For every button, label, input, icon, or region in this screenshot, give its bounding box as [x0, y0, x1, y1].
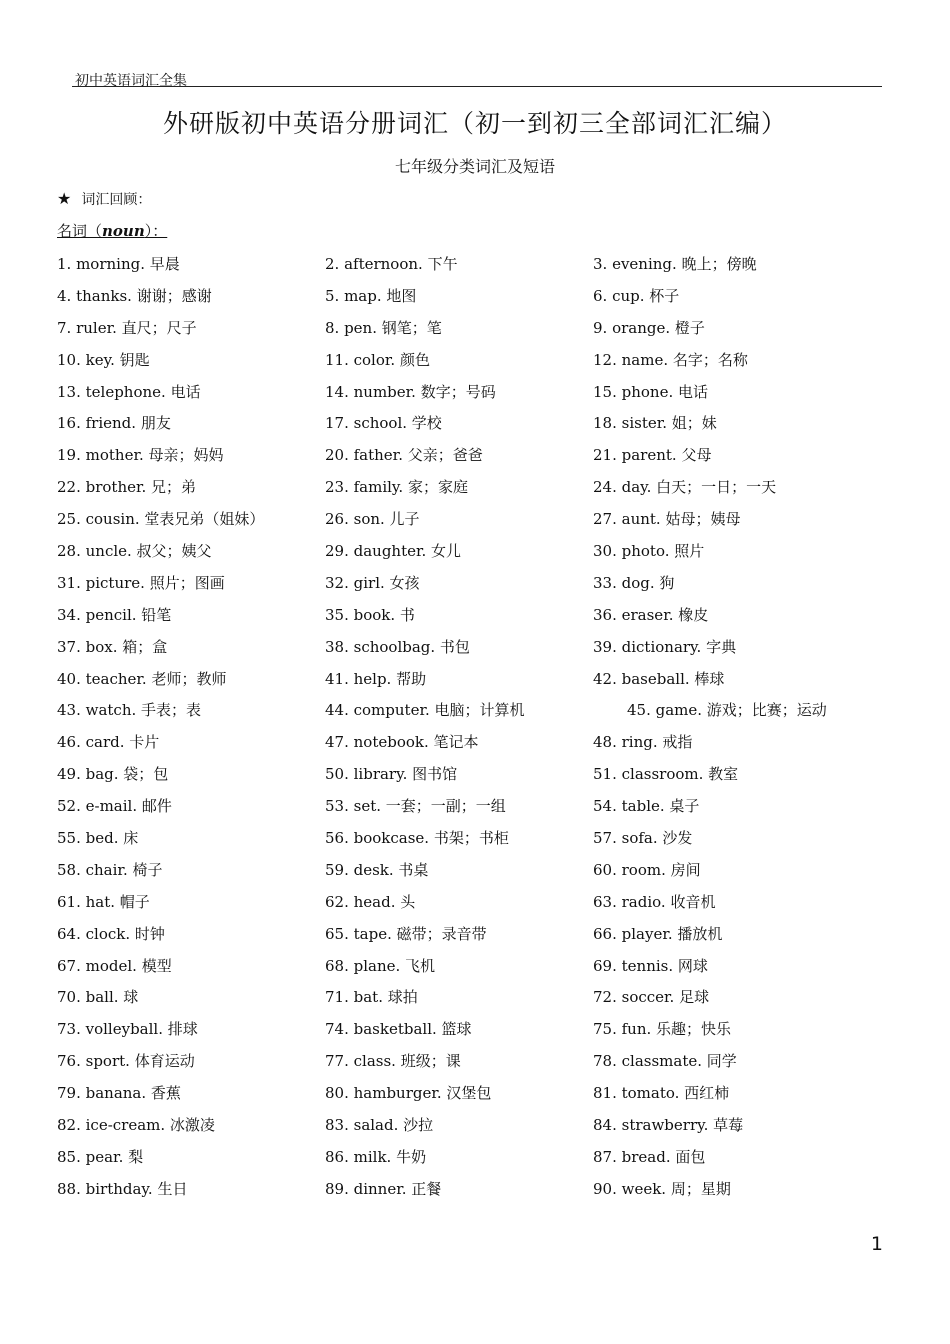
vocab-item: 58. chair. 椅子 [57, 860, 163, 879]
vocab-item: 42. baseball. 棒球 [593, 669, 725, 688]
vocab-item: 11. color. 颜色 [325, 350, 430, 369]
vocab-item: 90. week. 周；星期 [593, 1179, 731, 1198]
vocab-item: 57. sofa. 沙发 [593, 829, 693, 848]
vocab-item: 13. telephone. 电话 [57, 382, 201, 401]
vocab-item: 40. teacher. 老师；教师 [57, 669, 227, 688]
vocabulary-list [57, 250, 887, 1207]
vocab-item: 22. brother. 兄；弟 [57, 478, 197, 497]
vocab-item: 53. set. 一套；一副；一组 [325, 797, 506, 816]
vocab-item: 29. daughter. 女儿 [325, 542, 462, 561]
vocab-row [57, 601, 887, 633]
vocab-item: 19. mother. 母亲；妈妈 [57, 446, 224, 465]
vocab-item: 50. library. 图书馆 [325, 765, 458, 784]
vocab-row [57, 824, 887, 856]
vocab-item: 36. eraser. 橡皮 [593, 605, 709, 624]
vocab-item: 87. bread. 面包 [593, 1147, 706, 1166]
vocab-item: 61. hat. 帽子 [57, 892, 150, 911]
vocab-item: 25. cousin. 堂表兄弟（姐妹） [57, 510, 265, 529]
vocab-item: 64. clock. 时钟 [57, 924, 165, 943]
vocab-item: 84. strawberry. 草莓 [593, 1116, 744, 1135]
vocab-item: 45. game. 游戏；比赛；运动 [627, 701, 827, 720]
vocab-row [57, 665, 887, 697]
vocab-item: 12. name. 名字；名称 [593, 350, 748, 369]
vocab-item: 67. model. 模型 [57, 956, 172, 975]
vocab-item: 78. classmate. 同学 [593, 1052, 737, 1071]
vocab-row [57, 378, 887, 410]
vocab-item: 3. evening. 晚上；傍晚 [593, 255, 757, 273]
vocab-item: 41. help. 帮助 [325, 669, 427, 688]
vocab-item: 10. key. 钥匙 [57, 350, 150, 369]
vocab-item: 69. tennis. 网球 [593, 956, 708, 975]
vocab-row [57, 856, 887, 888]
vocab-item: 32. girl. 女孩 [325, 573, 420, 592]
pos-word: noun [102, 222, 145, 240]
vocab-item: 5. map. 地图 [325, 286, 417, 305]
vocab-item: 33. dog. 狗 [593, 573, 675, 592]
vocab-item: 26. son. 儿子 [325, 510, 420, 529]
vocab-row [57, 314, 887, 346]
vocab-item: 43. watch. 手表；表 [57, 701, 202, 720]
vocab-item: 85. pear. 梨 [57, 1147, 144, 1166]
vocab-item: 68. plane. 飞机 [325, 956, 436, 975]
vocab-item: 9. orange. 橙子 [593, 318, 705, 337]
vocab-item: 35. book. 书 [325, 605, 415, 624]
vocab-row [57, 792, 887, 824]
vocab-item: 86. milk. 牛奶 [325, 1147, 427, 1166]
vocab-item: 56. bookcase. 书架；书柜 [325, 829, 509, 848]
vocab-item: 46. card. 卡片 [57, 733, 160, 752]
vocab-item: 30. photo. 照片 [593, 542, 705, 561]
vocab-row [57, 473, 887, 505]
vocab-item: 7. ruler. 直尺；尺子 [57, 318, 197, 337]
vocab-row [57, 569, 887, 601]
vocab-item: 51. classroom. 教室 [593, 765, 739, 784]
vocab-item: 75. fun. 乐趣；快乐 [593, 1020, 732, 1039]
vocab-row [57, 505, 887, 537]
vocab-item: 28. uncle. 叔父；姨父 [57, 542, 212, 561]
vocab-row [57, 1047, 887, 1079]
vocab-row [57, 728, 887, 760]
vocab-item: 16. friend. 朋友 [57, 414, 171, 433]
running-header: 初中英语词汇全集 [75, 73, 187, 89]
vocab-row [57, 888, 887, 920]
vocab-item: 6. cup. 杯子 [593, 286, 680, 305]
vocab-item: 38. schoolbag. 书包 [325, 637, 470, 656]
vocab-item: 76. sport. 体育运动 [57, 1052, 195, 1071]
vocab-item: 62. head. 头 [325, 892, 416, 911]
vocab-item: 52. e-mail. 邮件 [57, 797, 172, 816]
vocab-row [57, 696, 887, 728]
vocab-item: 27. aunt. 姑母；姨母 [593, 510, 741, 529]
vocab-item: 72. soccer. 足球 [593, 988, 710, 1007]
page-number: 1 [870, 1233, 883, 1255]
vocab-item: 34. pencil. 铅笔 [57, 605, 172, 624]
vocab-item: 23. family. 家；家庭 [325, 478, 468, 497]
vocab-row [57, 983, 887, 1015]
vocab-item: 60. room. 房间 [593, 860, 701, 879]
pos-suffix: ）： [144, 222, 168, 240]
vocab-item: 37. box. 箱；盒 [57, 637, 168, 656]
vocab-row [57, 952, 887, 984]
vocab-row [57, 346, 887, 378]
vocab-item: 1. morning. 早晨 [57, 255, 180, 273]
vocab-row [57, 282, 887, 314]
section-heading [57, 189, 151, 209]
vocab-item: 49. bag. 袋；包 [57, 765, 169, 784]
vocab-row [57, 537, 887, 569]
vocab-row [57, 633, 887, 665]
vocab-item: 18. sister. 姐；妹 [593, 414, 717, 433]
vocab-item: 89. dinner. 正餐 [325, 1179, 442, 1198]
vocab-item: 55. bed. 床 [57, 829, 139, 848]
vocab-item: 15. phone. 电话 [593, 382, 708, 401]
vocab-item: 44. computer. 电脑；计算机 [325, 701, 525, 720]
vocab-row [57, 1175, 887, 1207]
vocab-item: 73. volleyball. 排球 [57, 1020, 198, 1039]
vocab-item: 14. number. 数字；号码 [325, 382, 496, 401]
vocab-item: 2. afternoon. 下午 [325, 255, 458, 273]
vocab-item: 83. salad. 沙拉 [325, 1116, 434, 1135]
vocab-item: 48. ring. 戒指 [593, 733, 693, 752]
vocab-item: 82. ice-cream. 冰激凌 [57, 1116, 215, 1135]
vocab-item: 21. parent. 父母 [593, 446, 712, 465]
document-title: 外研版初中英语分册词汇（初一到初三全部词汇汇编） [162, 109, 787, 138]
vocab-row [57, 1079, 887, 1111]
vocab-item: 31. picture. 照片；图画 [57, 573, 225, 592]
star-icon: ★ [57, 189, 72, 208]
vocab-row [57, 409, 887, 441]
vocab-row [57, 441, 887, 473]
header-rule [72, 86, 882, 87]
vocab-row [57, 920, 887, 952]
section-label: 词汇回顾： [81, 192, 152, 208]
vocab-item: 47. notebook. 笔记本 [325, 733, 479, 752]
vocab-item: 4. thanks. 谢谢；感谢 [57, 286, 212, 305]
vocab-item: 54. table. 桌子 [593, 797, 700, 816]
vocab-item: 17. school. 学校 [325, 414, 442, 433]
vocab-row [57, 1111, 887, 1143]
part-of-speech-heading [57, 220, 167, 241]
vocab-item: 63. radio. 收音机 [593, 892, 716, 911]
vocab-item: 74. basketball. 篮球 [325, 1020, 472, 1039]
vocab-item: 24. day. 白天；一日；一天 [593, 478, 777, 497]
pos-prefix: 名词（ [57, 222, 103, 240]
vocab-item: 88. birthday. 生日 [57, 1179, 188, 1198]
vocab-item: 66. player. 播放机 [593, 924, 723, 943]
vocab-item: 8. pen. 钢笔；笔 [325, 318, 442, 337]
vocab-item: 59. desk. 书桌 [325, 860, 429, 879]
vocab-item: 77. class. 班级；课 [325, 1052, 461, 1071]
vocab-item: 70. ball. 球 [57, 988, 139, 1007]
vocab-row [57, 250, 887, 282]
vocab-row [57, 1143, 887, 1175]
vocab-item: 39. dictionary. 字典 [593, 637, 737, 656]
vocab-item: 71. bat. 球拍 [325, 988, 418, 1007]
vocab-item: 20. father. 父亲；爸爸 [325, 446, 483, 465]
vocab-item: 65. tape. 磁带；录音带 [325, 924, 487, 943]
vocab-row [57, 1015, 887, 1047]
vocab-item: 79. banana. 香蕉 [57, 1084, 181, 1103]
document-subtitle: 七年级分类词汇及短语 [394, 157, 555, 176]
vocab-item: 81. tomato. 西红柿 [593, 1084, 730, 1103]
vocab-item: 80. hamburger. 汉堡包 [325, 1084, 492, 1103]
vocab-row [57, 760, 887, 792]
